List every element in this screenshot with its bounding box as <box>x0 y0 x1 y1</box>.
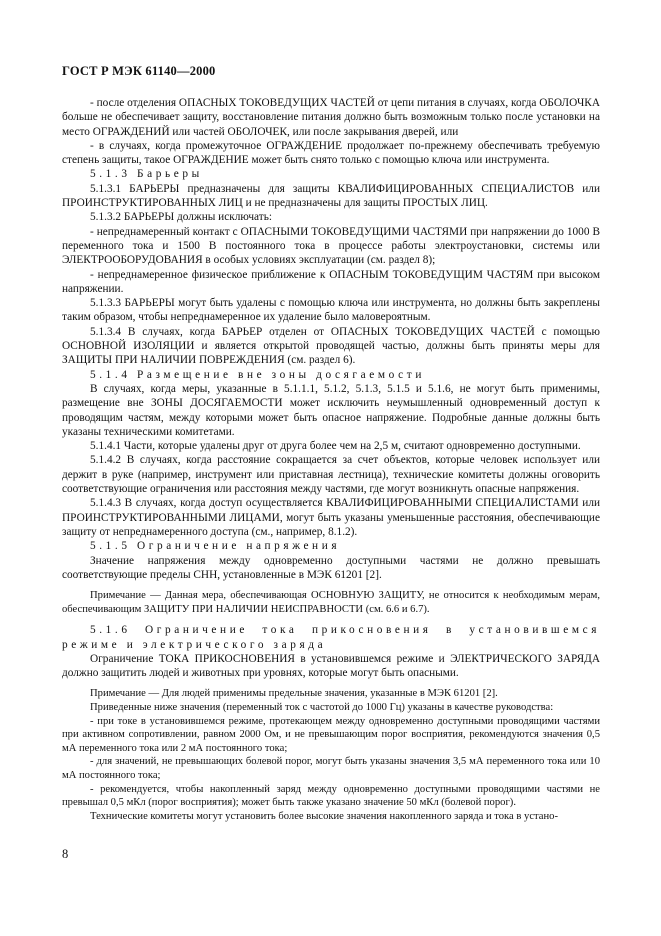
section-heading: 5.1.5 Ограничение напряжения <box>90 540 341 553</box>
note-paragraph: Приведенные ниже значения (переменный ток с частотой до 1000 Гц) указаны в качестве руководства: <box>90 702 554 714</box>
note: Примечание — Для людей применимы предельные значения, указанные в МЭК 61201 [2]. <box>90 688 498 700</box>
section-heading: 5.1.3 Барьеры <box>90 168 203 181</box>
document-header: ГОСТ Р МЭК 61140—2000 <box>62 64 216 78</box>
paragraph: 5.1.4.2 В случаях, когда расстояние сокращается за счет объектов, которые человек использует или держит в руке (например, инструмент или приставная лестница), технические комитеты должны оговорить соответствующие ограничения или расстояния между частями, где могут возникнуть опасные напряжения. <box>62 454 600 496</box>
paragraph: - непреднамеренное физическое приближение к ОПАСНЫМ ТОКОВЕДУЩИМ ЧАСТЯМ при высоком напряжении. <box>62 268 600 295</box>
note-paragraph: - рекомендуется, чтобы накопленный заряд между одновременно доступными проводящими частями не превышал 0,5 мКл (порог восприятия); может быть также указано значение 50 мКл (болевой порог). <box>62 783 600 809</box>
note-paragraph: - для значений, не превышающих болевой порог, могут быть указаны значения 3,5 мА переменного тока или 10 мА постоянного тока; <box>62 756 600 782</box>
paragraph: Ограничение ТОКА ПРИКОСНОВЕНИЯ в установившемся режиме и ЭЛЕКТРИЧЕСКОГО ЗАРЯДА должно защитить людей и животных при уровнях, которые могут быть опасными. <box>62 652 600 680</box>
document-body <box>62 96 600 823</box>
page-number: 8 <box>62 847 69 861</box>
paragraph: - после отделения ОПАСНЫХ ТОКОВЕДУЩИХ ЧАСТЕЙ от цепи питания в случаях, когда ОБОЛОЧКА больше не обеспечивает защиту, восстановление питания должно быть возможным только после установки на место ОГРАЖДЕНИЙ или частей ОБОЛОЧЕК, или после закрывания дверей, или <box>62 97 600 138</box>
paragraph: 5.1.4.3 В случаях, когда доступ осуществляется КВАЛИФИЦИРОВАННЫМИ СПЕЦИАЛИСТАМИ или ПРОИНСТРУКТИРОВАННЫМИ ЛИЦАМИ, могут быть указаны уменьшенные расстояния, обеспечивающие защиту от непреднамеренного доступа (см., например, 8.1.2). <box>62 497 600 538</box>
section-heading: 5.1.6 Ограничение тока прикосновения в установившемся режиме и электрического заряда <box>62 624 600 651</box>
paragraph: 5.1.3.2 БАРЬЕРЫ должны исключать: <box>90 211 272 224</box>
paragraph: В случаях, когда меры, указанные в 5.1.1.1, 5.1.2, 5.1.3, 5.1.5 и 5.1.6, не могут быть применимы, размещение вне ЗОНЫ ДОСЯГАЕМОСТИ может исключить неумышленный одновременный доступ к проводящим частям, между которыми может быть опасное напряжение. Подробные данные должны быть указаны техническими комитетами. <box>62 382 600 438</box>
paragraph: Значение напряжения между одновременно доступными частями не должно превышать соответствующие пределы СНН, установленные в МЭК 61201 [2]. <box>62 554 600 581</box>
paragraph: 5.1.3.1 БАРЬЕРЫ предназначены для защиты КВАЛИФИЦИРОВАННЫХ СПЕЦИАЛИСТОВ или ПРОИНСТРУКТИРОВАННЫХ ЛИЦ и не предназначены для защиты ПРОСТЫХ ЛИЦ. <box>62 182 600 210</box>
paragraph: - в случаях, когда промежуточное ОГРАЖДЕНИЕ продолжает по-прежнему обеспечивать требуемую степень защиты, такое ОГРАЖДЕНИЕ может быть снято только с помощью ключа или инструмента. <box>62 139 600 167</box>
paragraph: - непреднамеренный контакт с ОПАСНЫМИ ТОКОВЕДУЩИМИ ЧАСТЯМИ при напряжении до 1000 В переменного тока и 1500 В постоянного тока в процессе работы электроустановки, системы или ЭЛЕКТРООБОРУДОВАНИЯ в особых условиях эксплуатации (см. раздел 8); <box>62 225 600 267</box>
note-paragraph: - при токе в установившемся режиме, протекающем между одновременно доступными проводящими частями при активном сопротивлении, равном 2000 Ом, и не превышающим порог восприятия, рекомендуются значения 0,5 мА переменного тока или 2 мА постоянного тока; <box>62 715 600 754</box>
note: Примечание — Данная мера, обеспечивающая ОСНОВНУЮ ЗАЩИТУ, не относится к необходимым мерам, обеспечивающим ЗАЩИТУ ПРИ НАЛИЧИИ НЕИСПРАВНОСТИ (см. 6.6 и 6.7). <box>62 590 600 615</box>
note-paragraph: Технические комитеты могут установить более высокие значения накопленного заряда и тока в устано- <box>90 810 558 822</box>
section-heading: 5.1.4 Размещение вне зоны досягаемости <box>90 368 425 381</box>
paragraph: 5.1.3.4 В случаях, когда БАРЬЕР отделен от ОПАСНЫХ ТОКОВЕДУЩИХ ЧАСТЕЙ с помощью ОСНОВНОЙ ИЗОЛЯЦИИ и является открытой проводящей частью, должны быть приняты меры для ЗАЩИТЫ ПРИ НАЛИЧИИ ПОВРЕЖДЕНИЯ (см. раздел 6). <box>62 325 600 367</box>
paragraph: 5.1.3.3 БАРЬЕРЫ могут быть удалены с помощью ключа или инструмента, но должны быть закреплены таким образом, чтобы непреднамеренное их удаление было маловероятным. <box>62 297 600 324</box>
paragraph: 5.1.4.1 Части, которые удалены друг от друга более чем на 2,5 м, считают одновременно доступными. <box>90 440 581 453</box>
